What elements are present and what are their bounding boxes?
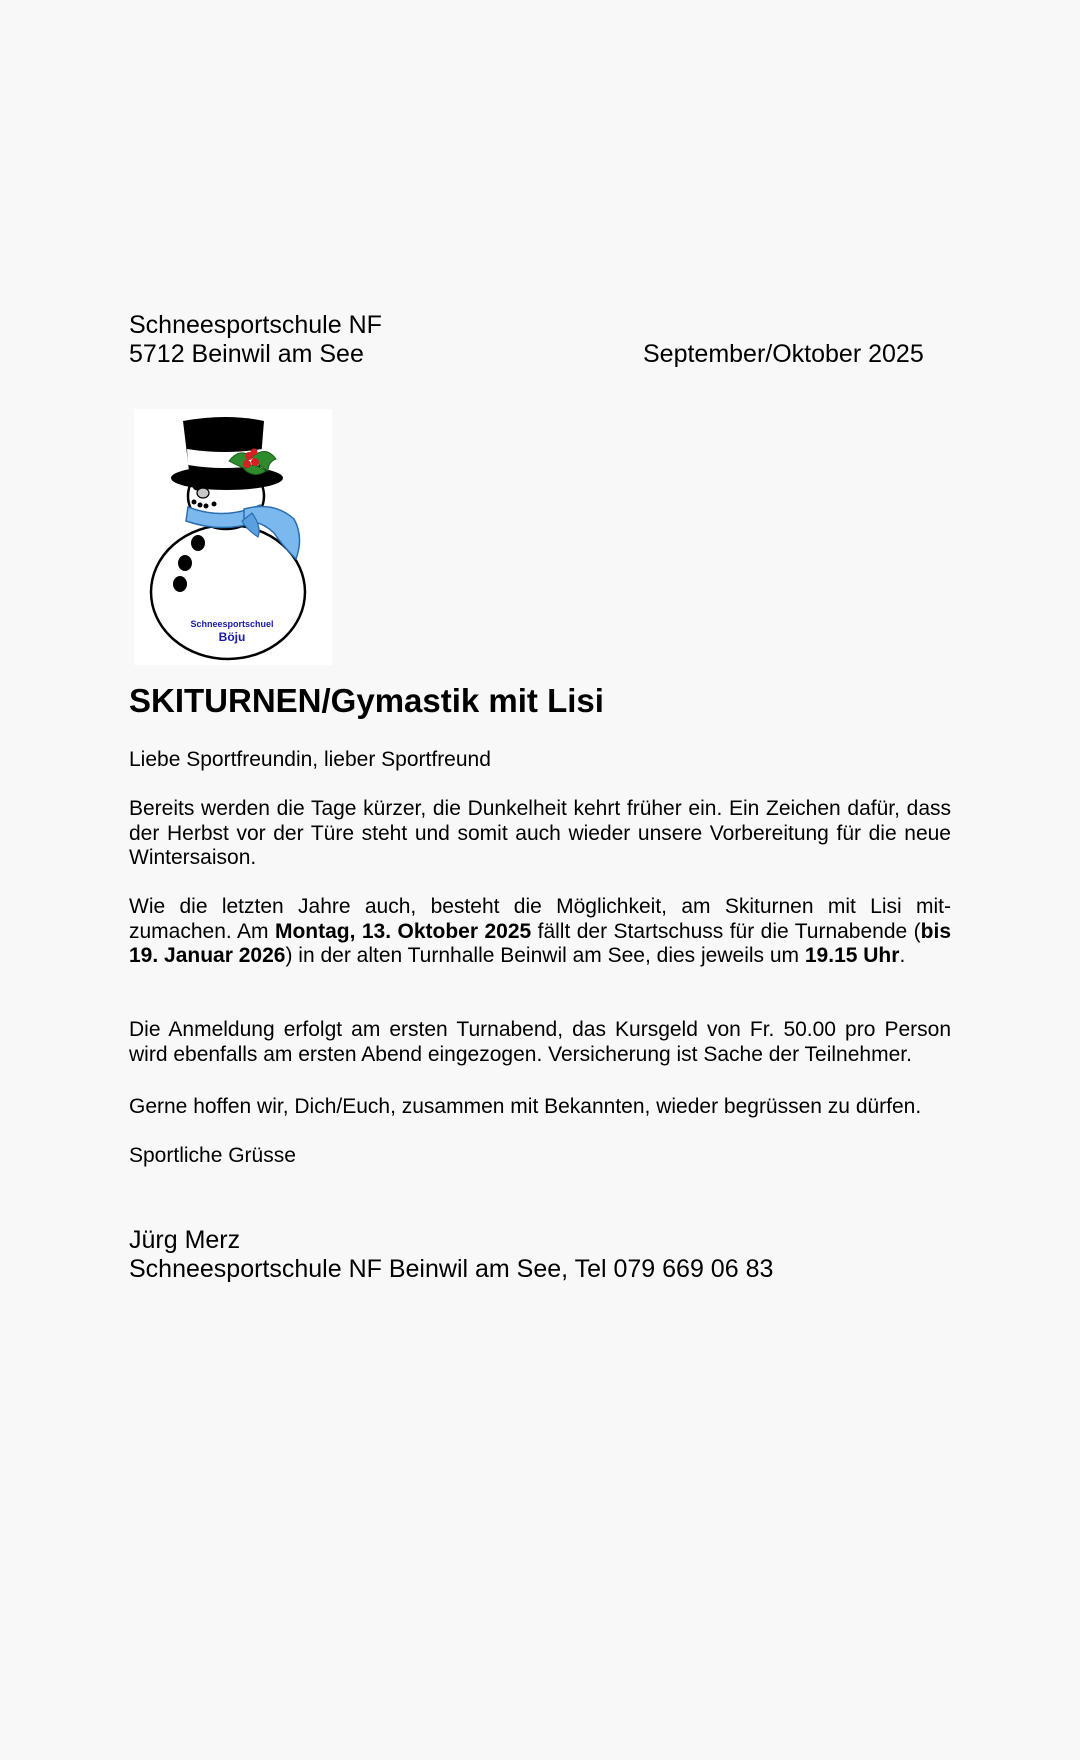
signature-contact: Schneesportschule NF Beinwil am See, Tel 079 669 06 83 [129, 1255, 774, 1283]
schedule-text-4: . [899, 944, 906, 967]
signature-name: Jürg Merz [129, 1226, 241, 1254]
letter-title: SKITURNEN/Gymastik mit Lisi [129, 682, 604, 719]
logo-line2: Böju [218, 630, 246, 644]
paragraph-intro: Bereits werden die Tage kürzer, die Dunkelheit kehrt früher ein. Ein Zeichen dafür, dass der Herbst vor der Türe steht und somit auch wieder unsere Vorbereitung für die neue Wintersaison. [129, 797, 951, 869]
schedule-text-3: ) in der alten Turnhalle Beinwil am See, dies jeweils um [285, 944, 805, 967]
paragraph-registration: Die Anmeldung erfolgt am ersten Turnabend, das Kursgeld von Fr. 50.00 pro Person wird ebenfalls am ersten Abend eingezogen. Versicherung ist Sache der Teilnehmer. [129, 1018, 951, 1066]
paragraph-schedule [129, 895, 951, 969]
schedule-text-1: Wie die letzten Jahre auch, besteht die Möglichkeit, am Skiturnen mit Lisi mit-zumachen. Am [129, 895, 951, 943]
signature-block [129, 1226, 773, 1284]
school-address: 5712 Beinwil am See [129, 340, 364, 368]
school-name: Schneesportschule NF [129, 311, 382, 339]
logo-line1: Schneesportschuel [190, 619, 274, 629]
snowman-logo-image [134, 409, 332, 665]
start-time: 19.15 Uhr [804, 944, 900, 967]
sender-address [129, 311, 382, 369]
letter-date: September/Oktober 2025 [643, 340, 924, 368]
paragraph-invitation: Gerne hoffen wir, Dich/Euch, zusammen mit Bekannten, wieder begrüssen zu dürfen. [129, 1095, 922, 1118]
closing-phrase: Sportliche Grüsse [129, 1144, 296, 1167]
schedule-text-2: fällt der Startschuss für die Turnabende ( [531, 919, 921, 943]
greeting: Liebe Sportfreundin, lieber Sportfreund [129, 748, 491, 771]
start-date: Montag, 13. Oktober 2025 [274, 919, 532, 943]
snowman-logo [134, 409, 332, 665]
end-date: bis 19. Januar 2026 [129, 919, 951, 967]
